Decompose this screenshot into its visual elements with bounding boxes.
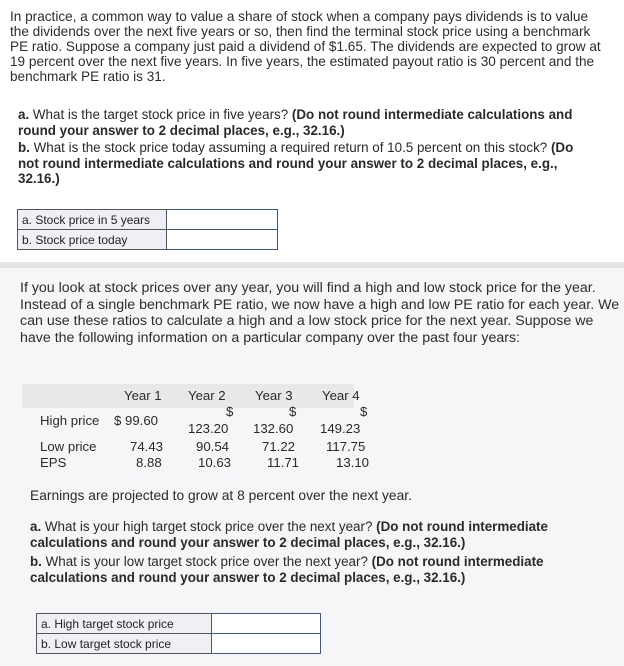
dollar-sign: $ xyxy=(360,404,368,419)
problem1-question-b xyxy=(18,140,578,187)
high-price-year3: 132.60 xyxy=(253,421,294,436)
eps-year2: 10.63 xyxy=(198,455,232,470)
dollar-sign: $ xyxy=(289,404,297,419)
col-header-year1: Year 1 xyxy=(124,388,162,403)
problem1-question-a xyxy=(18,107,608,138)
question-letter: b. xyxy=(30,554,42,569)
question-instruction: (Do not round intermediate calculations and round your answer to 2 decimal places, e.g., 32.16.) xyxy=(18,107,573,138)
row-label-eps: EPS xyxy=(40,455,67,470)
col-header-year2: Year 2 xyxy=(188,388,226,403)
low-price-year3: 71.22 xyxy=(262,439,296,454)
answer-row xyxy=(37,614,321,634)
question-text: What is the stock price today assuming a required return of 10.5 percent on this stock? xyxy=(33,140,548,155)
low-price-year2: 90.54 xyxy=(196,439,230,454)
question-instruction: (Do not round intermediate calculations and round your answer to 2 decimal places, e.g., 32.16.) xyxy=(18,140,574,187)
problem2-question-b xyxy=(30,554,620,585)
eps-year1: 8.88 xyxy=(136,455,162,470)
answer-row xyxy=(18,230,278,250)
eps-year4: 13.10 xyxy=(336,455,370,470)
question-text: What is your low target stock price over the next year? xyxy=(45,554,368,569)
answer-row xyxy=(37,634,321,654)
high-price-year1: $ 99.60 xyxy=(114,413,158,428)
answer-label: b. Low target stock price xyxy=(37,634,212,654)
high-target-price-input[interactable] xyxy=(212,614,321,634)
question-text: What is your high target stock price over the next year? xyxy=(44,519,373,534)
problem2-answer-table xyxy=(36,613,321,654)
stock-price-today-input[interactable] xyxy=(167,230,278,250)
question-letter: a. xyxy=(30,519,42,534)
answer-label: a. Stock price in 5 years xyxy=(18,210,167,230)
low-price-year4: 117.75 xyxy=(326,439,366,454)
question-text: What is the target stock price in five years? xyxy=(32,107,289,122)
eps-year3: 11.71 xyxy=(267,455,300,470)
low-price-year1: 74.43 xyxy=(130,439,164,454)
col-header-year4: Year 4 xyxy=(322,388,360,403)
dollar-sign: $ xyxy=(226,404,234,419)
problem1-panel xyxy=(0,0,624,262)
problem2-question-a xyxy=(30,519,620,550)
answer-row xyxy=(18,210,278,230)
question-instruction: (Do not round intermediate calculations and round your answer to 2 decimal places, e.g., 32.16.) xyxy=(30,519,548,550)
question-letter: a. xyxy=(18,107,30,122)
growth-statement: Earnings are projected to grow at 8 percent over the next year. xyxy=(30,488,412,503)
row-label-high-price: High price xyxy=(40,413,100,428)
col-header-year3: Year 3 xyxy=(255,388,293,403)
answer-label: b. Stock price today xyxy=(18,230,167,250)
high-price-year4: 149.23 xyxy=(320,421,361,436)
problem2-panel xyxy=(0,268,624,666)
answer-label: a. High target stock price xyxy=(37,614,212,634)
low-target-price-input[interactable] xyxy=(212,634,321,654)
problem2-intro: If you look at stock prices over any year, you will find a high and low stock price for the year. Instead of a single benchmark PE ratio, we now have a high and low PE ratio for each year. We can use these ratios to calculate a high and a low stock price for the next year. Suppose we have the following information on a particular company over the past four years: xyxy=(20,280,620,346)
question-letter: b. xyxy=(18,140,30,155)
question-instruction: (Do not round intermediate calculations and round your answer to 2 decimal places, e.g., 32.16.) xyxy=(30,554,544,585)
row-label-low-price: Low price xyxy=(40,439,97,454)
problem1-intro: In practice, a common way to value a share of stock when a company pays dividends is to value the dividends over the next five years or so, then find the terminal stock price using a benchmark PE ratio. Suppose a company just paid a dividend of $1.65. The dividends are expected to grow at 19 percent over the next five years. In five years, the estimated payout ratio is 30 percent and the benchmark PE ratio is 31. xyxy=(10,9,601,84)
stock-price-5yr-input[interactable] xyxy=(167,210,278,230)
high-price-year2: 123.20 xyxy=(188,421,229,436)
problem1-answer-table xyxy=(17,209,278,250)
